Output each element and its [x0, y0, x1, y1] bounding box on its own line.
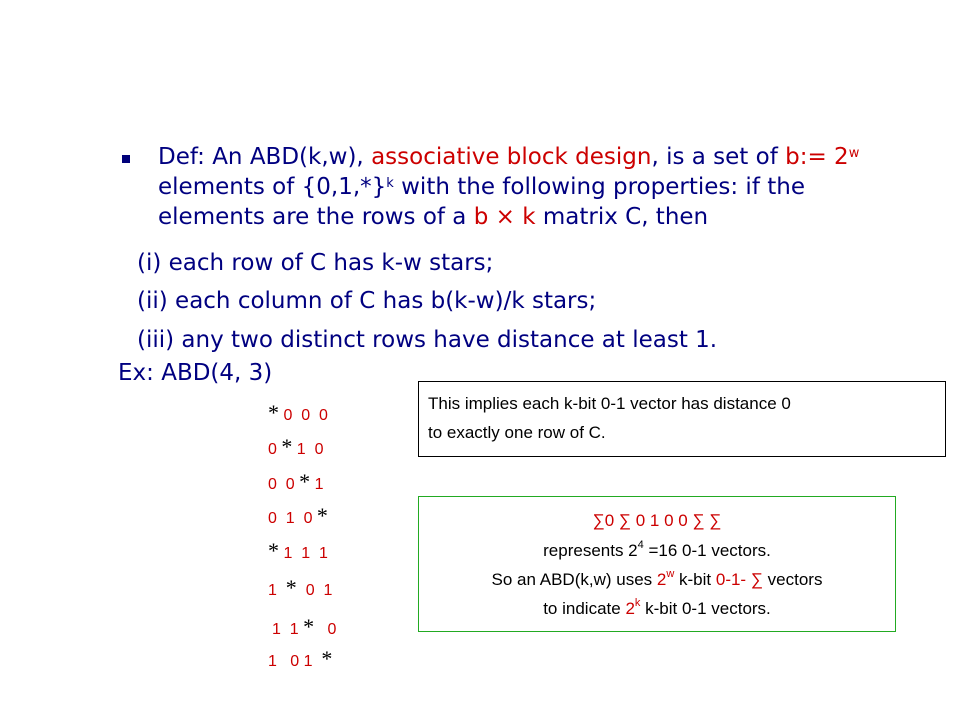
- note-box: [418, 381, 946, 457]
- summary-line-3: So an ABD(k,w) uses 2$^w$ k-bit 0-1- ∑ vectors: [491, 568, 823, 589]
- summary-line-4: to indicate 2$^k$ k-bit 0-1 vectors.: [543, 597, 771, 618]
- condition-1: (i) each row of C has k-w stars;: [137, 250, 494, 276]
- example-title: Ex: ABD(4, 3): [118, 360, 273, 386]
- note-line-1: This implies each k-bit 0-1 vector has distance 0: [428, 394, 791, 413]
- condition-3: (iii) any two distinct rows have distance at least 1.: [137, 327, 718, 353]
- matrix-row: 1 1 * 0: [272, 614, 337, 639]
- summary-line-2: represents $2^4 =16$ 0-1 vectors.: [543, 539, 771, 560]
- summary-box: [418, 496, 896, 632]
- matrix-row: 1 0 1 *: [268, 646, 333, 671]
- condition-2: (ii) each column of C has b(k-w)/k stars;: [137, 288, 597, 314]
- matrix-row: 0 0 * 1: [268, 469, 324, 494]
- matrix-row: 0 * 1 0: [268, 434, 324, 459]
- matrix-row: * 0 0 0: [268, 400, 328, 425]
- summary-line-1: ∑0 ∑ 0 1 0 0 ∑ ∑: [592, 511, 722, 530]
- square-bullet-icon: [122, 155, 130, 163]
- matrix-row: 1 * 0 1: [268, 575, 333, 600]
- definition-text: Def: An ABD(k,w), associative block design, is a set of b:= $2^w$ elements of $\{0,1,*\}^k$ with the following properties: if the elements are the rows of a b × k matrix C, then: [158, 144, 860, 230]
- note-line-2: to exactly one row of C.: [428, 423, 606, 442]
- matrix-row: 0 1 0 *: [268, 503, 328, 528]
- matrix-row: * 1 1 1: [268, 538, 328, 563]
